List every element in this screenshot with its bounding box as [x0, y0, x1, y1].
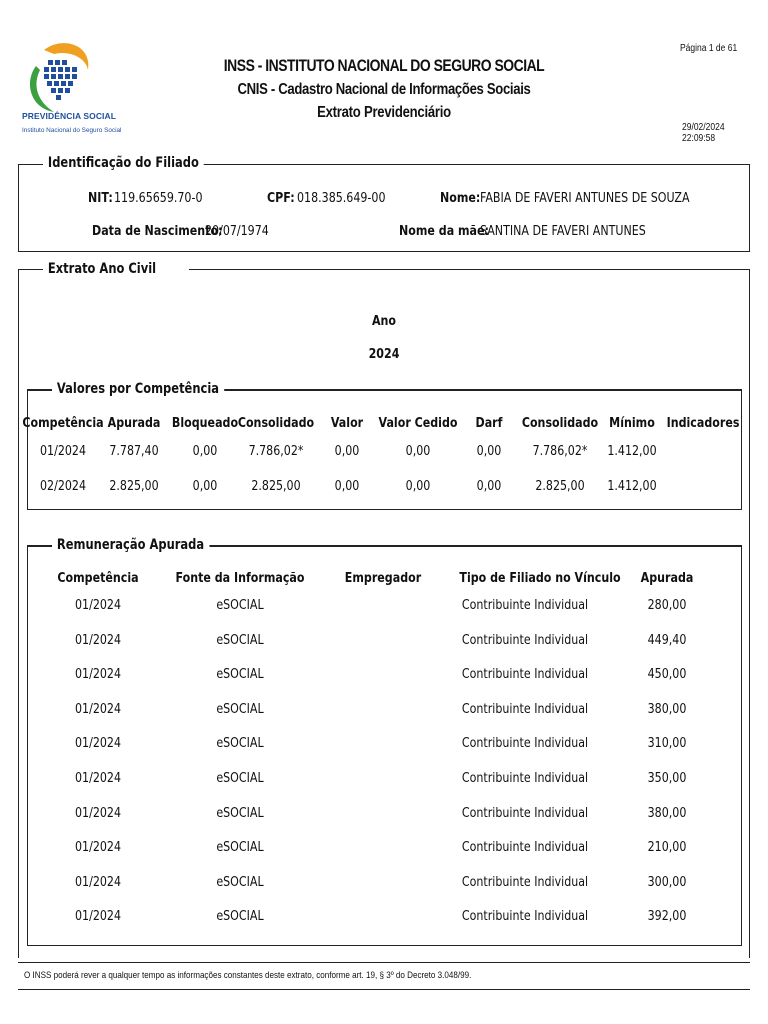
remuneracao-cell: 350,00 [647, 770, 687, 786]
remuneracao-cell: 449,40 [647, 632, 687, 648]
remuneracao-cell: 450,00 [647, 666, 687, 682]
valores-header-cell: Bloqueado [171, 415, 239, 431]
valores-cell: 02/2024 [40, 478, 86, 494]
valores-header-cell: Apurada [107, 415, 161, 431]
valores-header-cell: Consolidado [521, 415, 599, 431]
title-cnis: CNIS - Cadastro Nacional de Informações Sociais [237, 81, 531, 98]
valores-cell: 0,00 [476, 478, 502, 494]
title-inss: INSS - INSTITUTO NACIONAL DO SEGURO SOCIAL [223, 56, 545, 75]
remuneracao-cell: eSOCIAL [216, 597, 264, 613]
ano-value: 2024 [368, 346, 400, 362]
valores-header-cell: Valor [330, 415, 364, 431]
remuneracao-cell: 380,00 [647, 701, 687, 717]
ano-label: Ano [371, 313, 397, 329]
remuneracao-cell: 310,00 [647, 735, 687, 751]
remuneracao-cell: Contribuinte Individual [461, 666, 589, 682]
remuneracao-cell: Contribuinte Individual [461, 805, 589, 821]
remuneracao-cell: eSOCIAL [216, 805, 264, 821]
valores-header-cell: Competência [22, 415, 104, 431]
remuneracao-header-cell: Empregador [344, 570, 422, 586]
valores-cell: 0,00 [192, 443, 218, 459]
remuneracao-cell: eSOCIAL [216, 666, 264, 682]
nit-value: 119.65659.70-0 [114, 190, 203, 206]
valores-cell: 1.412,00 [607, 443, 657, 459]
valores-cell: 2.825,00 [251, 478, 301, 494]
remuneracao-cell: eSOCIAL [216, 770, 264, 786]
remuneracao-cell: 01/2024 [75, 908, 121, 924]
remuneracao-header-cell: Competência [57, 570, 139, 586]
footer-disclaimer: O INSS poderá rever a qualquer tempo as informações constantes deste extrato, conforme art. 19, § 3º do Decreto 3.048/99. [24, 970, 472, 981]
valores-cell: 0,00 [192, 478, 218, 494]
remuneracao-cell: 01/2024 [75, 874, 121, 890]
valores-cell: 7.787,40 [109, 443, 159, 459]
valores-cell: 2.825,00 [535, 478, 585, 494]
valores-header-cell: Indicadores [666, 415, 740, 431]
remuneracao-cell: 01/2024 [75, 597, 121, 613]
nome-value: FABIA DE FAVERI ANTUNES DE SOUZA [480, 190, 690, 206]
cpf-value: 018.385.649-00 [297, 190, 386, 206]
valores-cell: 01/2024 [40, 443, 86, 459]
nascimento-label: Data de Nascimento: [92, 223, 223, 239]
valores-cell: 0,00 [334, 443, 360, 459]
remuneracao-cell: 01/2024 [75, 632, 121, 648]
remuneracao-cell: Contribuinte Individual [461, 770, 589, 786]
valores-cell: 0,00 [334, 478, 360, 494]
valores-section-label: Valores por Competência [52, 381, 224, 397]
remuneracao-cell: Contribuinte Individual [461, 839, 589, 855]
remuneracao-header-cell: Tipo de Filiado no Vínculo [459, 570, 621, 586]
valores-header-cell: Mínimo [609, 415, 655, 431]
mae-value: SANTINA DE FAVERI ANTUNES [480, 223, 646, 239]
remuneracao-cell: Contribuinte Individual [461, 701, 589, 717]
nit-label: NIT: [88, 190, 113, 206]
remuneracao-header-cell: Fonte da Informação [175, 570, 305, 586]
remuneracao-cell: Contribuinte Individual [461, 735, 589, 751]
remuneracao-cell: Contribuinte Individual [461, 874, 589, 890]
remuneracao-header-cell: Apurada [640, 570, 694, 586]
remuneracao-cell: eSOCIAL [216, 839, 264, 855]
remuneracao-cell: 01/2024 [75, 839, 121, 855]
filiado-section-label: Identificação do Filiado [43, 155, 204, 171]
valores-header-cell: Consolidado [237, 415, 315, 431]
remuneracao-cell: 392,00 [647, 908, 687, 924]
remuneracao-cell: Contribuinte Individual [461, 597, 589, 613]
valores-cell: 0,00 [405, 478, 431, 494]
remuneracao-cell: eSOCIAL [216, 632, 264, 648]
remuneracao-cell: 300,00 [647, 874, 687, 890]
page-number: Página 1 de 61 [680, 43, 738, 54]
valores-cell: 7.786,02* [532, 443, 588, 459]
remuneracao-cell: 01/2024 [75, 805, 121, 821]
valores-cell: 7.786,02* [248, 443, 304, 459]
valores-cell: 0,00 [476, 443, 502, 459]
valores-cell: 2.825,00 [109, 478, 159, 494]
remuneracao-cell: eSOCIAL [216, 735, 264, 751]
extrato-section-label: Extrato Ano Civil [43, 261, 189, 277]
remuneracao-cell: eSOCIAL [216, 874, 264, 890]
remuneracao-cell: 01/2024 [75, 666, 121, 682]
remuneracao-cell: Contribuinte Individual [461, 632, 589, 648]
remuneracao-cell: 01/2024 [75, 701, 121, 717]
remuneracao-cell: 210,00 [647, 839, 687, 855]
valores-cell: 1.412,00 [607, 478, 657, 494]
nome-label: Nome: [440, 190, 481, 206]
valores-header-cell: Darf [475, 415, 503, 431]
remuneracao-section-label: Remuneração Apurada [52, 537, 209, 553]
nascimento-value: 20/07/1974 [205, 223, 269, 239]
logo-name: PREVIDÊNCIA SOCIAL [22, 111, 117, 121]
valores-cell: 0,00 [405, 443, 431, 459]
cpf-label: CPF: [267, 190, 295, 206]
issue-datetime: 29/02/2024 22:09:58 [682, 122, 725, 144]
remuneracao-cell: eSOCIAL [216, 701, 264, 717]
remuneracao-cell: 01/2024 [75, 770, 121, 786]
remuneracao-cell: Contribuinte Individual [461, 908, 589, 924]
valores-header-cell: Valor Cedido [378, 415, 458, 431]
remuneracao-cell: 280,00 [647, 597, 687, 613]
title-extrato: Extrato Previdenciário [317, 104, 451, 121]
mae-label: Nome da mãe: [399, 223, 489, 239]
remuneracao-cell: 01/2024 [75, 735, 121, 751]
remuneracao-cell: eSOCIAL [216, 908, 264, 924]
logo-subtitle: Instituto Nacional do Seguro Social [22, 127, 122, 134]
remuneracao-cell: 380,00 [647, 805, 687, 821]
